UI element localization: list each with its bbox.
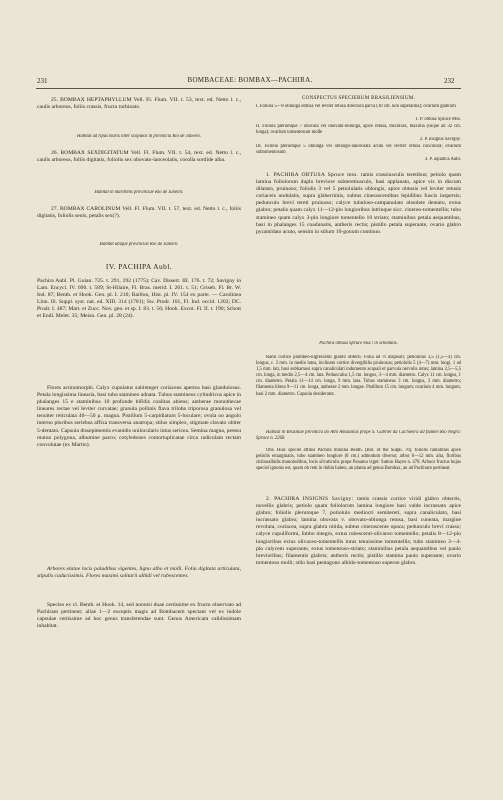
entry-25-habitat: Habitat ad ripas maris inter scopulos in provincia Rio de Janeiro. [77, 134, 201, 139]
key-item-text: I. Foliola 5—8 oblonga obtusa vel leviter retusa directora parva (10 cm. non superantia); ovarium glabrum [256, 104, 456, 109]
species-1-habitat: Habitat in Brasiliae provincia do Alto Amazonas prope S. Gabriel da Cachoeira ad flumen Rio Negro: Spruce n. 2260. [256, 430, 461, 442]
key-item-result: 3. P. aquatica Aubl. [424, 157, 461, 162]
species-key [256, 104, 461, 164]
species-2-description [256, 496, 461, 658]
key-item-text: II. Foliola plerumque 7 obovata vel obovato-oblonga, apice retusa, discolora, maxima (usque ad 32 cm. longa); ovarium tomentosum molle [256, 124, 461, 136]
page-number-right: 232 [444, 77, 455, 85]
conspectus-title: CONSPECTUS SPECIERUM BRASILIENSIUM. [301, 95, 416, 101]
species-2-diagnosis: ramis crassis cortice viridi glabro obtectis, novellis glabris; petiolo quam foliolorum lamina longiore basi valde incrassato apice glabro; foliolis plerumque 7, potiolulo mediocri semitereti, supra canaliculato, basi incrassato glabro; lamina obovata v. obovato-oblonga retusa, basi cuneata, margine revoluta, coriacea, supra glabra nitida, subtus cinerascente opaca; pedunculo brevi crasso; calyce cupuliformi, limbo integro, extus rubescenti-olivaceo tomentello; petalis 8—12-plo longioribus extus olivaceo-tomentellis intus tenuissime tomentellis; tubo stamineo 3—4-plo calycem superante, extus tomentoso-striato; staminibus petala aequantibus vel paulo brevioribus; filamentis glabris; antheris rectis; pistillo stamina paulo superante; ovario tomentoso molli; stilo basi pentagono albido-tomentoso superne glabro. [256, 496, 461, 566]
entry-25-title: 25. BOMBAX HEPTAPHYLLUM Vell. Fl. Flum. VII. t. 53, text. ed. Netto l. c., caulis arboreus, foliis crassis, fructu turbinato. [37, 97, 241, 111]
entry-27-title: 27. BOMBAX CAROLINUM Vell. Fl. Flum. VII. t. 57, text. ed. Netto l. c., foliis digitatis, foliolis senis, petalis sex(?). [37, 206, 241, 220]
key-item-result: 2. P. insignis Savigny. [419, 137, 461, 142]
species-1-diagnosis: ramis crassiusculis teretibus; petiolo quam lamina foliolorum duplo breviore subteretiusculo, basi applanato, apice vix in discum dilatato, pruinoso; foliolis 3 vel 5 petiolulatis oblongis, apice obtusis vel leviter retusis coriaceis undulatis, supra glaberrimis, subtus cinerascentibus lepidibus fuscis inspersis; pedunculo brevi tereti pruinoso; calyce tubuloso-campanulato obsolete dentato, extus glabro; petalis quam calyx 11—12-plo longioribus intrinque sicc. cinereo-tomentellis; tubo stamineo quam calyx 3-plo longiore tomentello 10 striato; staminibus petala aequantibus, basi in phalanges 15 coadunatis, antheris rectis; pistillo petala superante, ovario glabro pyramidato acuto, sensim in stilum 10-gonum continuo. [256, 172, 461, 235]
species-1-details: Rami cortice plumbeo-nigrescenti glabro obtecti. Folia ad ⅔ dispositi; petiolulus 3,5 (1,5—4) cm. longus, c. 2 mm. in medio latus, inclinato cortice divergibilis pruinosus; petiolulis 5 (4—7) mm. longi, 1 ad 1,5 mm. lati, basi subhamosi supra canaliculati indumento acquali et parvula nervulis intus; lamina 2,5—5,5 cm. longa, in medio 2,5—4 cm. lata. Pedunculus 1,5 cm. longus, 3—4 mm. diametro. Calyx 11 cm. longus, 1 cm. diametro. Petala 11—14 cm. longa, 9 mm. lata. Tubus stamineus 3 cm. longus, 3 mm. diametro; filamenta libera 9—11 cm. longa, antherae 2 mm. longae. Pistillum 15 cm. longum; ovarium 4 mm. longum, basi 2 mm. diametro. Capsula desideratur. [256, 355, 461, 397]
species-2-title: 2. PACHIRA INSIGNIS Savigny: [266, 496, 354, 502]
key-item [256, 124, 461, 144]
entry-26-habitat: Habitat in maritimis provinciae Rio de Janeiro. [94, 190, 184, 195]
key-item-text: III. Foliola plerumque 5 oblonga vel oblongo-lanceolata acuta vel leviter retusa concolora; ovarium subtomentosum [256, 144, 461, 156]
genus-title: IV. PACHIPA Aubl. [105, 262, 173, 271]
species-1-title: 1. PACHIRA OBTUSA Spruce mss. [266, 172, 359, 178]
running-title: BOMBACEAE: BOMBAX—PACHIRA. [187, 76, 313, 84]
genus-habit: Arbores elatae locis paludibus vigentes, ligno albo et molli. Folia digitata articulata, stipulis caducissimis. Flores maximi solitarii albidi vel rubescentes. [37, 566, 241, 580]
key-item [256, 144, 461, 164]
species-1-description [256, 172, 461, 335]
header-rule [36, 88, 461, 89]
genus-synonymy: Pachira Aubl. Pl. Guian. 725. t. 291, 292 (1775); Cav. Dissert. III. 176. t. 72; Savigny in Lam. Encycl. IV. 690. t. 589; St-Hilaire, Fl. Bras. merid. I. 261. t. 51; Griseb. Fl. Br. W. Ind. 87; Benth. et Hook. Gen. pl. I. 210; Baillon, Hist. pl. IV. 154 ex parte. — Carolinea Linn. fil. Suppl. syst. nat. ed. XIII. 314 (1781); Sw. Prodr. 101, Fl. Ind. occid. 1202; DC. Prodr. I. 487; Mart. et Zucc. Nov. gen. et sp. I. 83. t. 56; Hook. Excot. Fl. II. t. 190; Schott et Endl. Melet. 35; Meisn. Gen. pl. 28 (24). [37, 278, 241, 320]
entry-27-habitat: Habitat ubique provinciae Rio de Janeiro. [99, 242, 179, 247]
page-number-left: 231 [37, 77, 48, 85]
genus-note: Species ex cl. Benth. et Hook. 14, sed nonnisi duae certissime ex fructu observato ad Pachiram pertinent; aliae 1—2 exceptis magis ad Bombacem spectant vel ex indole capsulae certissime ad hoc genus transferendae sunt. Genus Americam calidissimam inhabitat. [37, 602, 241, 630]
species-1-observation: Obs. Huic speciei affinis Pachira minolia Benth. (Bot. of the Sulph. 76), foliolis ramolibus apice petiolis emarginatis, tubo stamineo longiore (8 cm.) admodum diverso; arbor 6—12 mm. alta, floribus citrinoalbidis monobolibus, locis silvaticolis prope Panama viget: Sutton Hayes n. 478. Arbuor fructus hujus speciei ignotus est, quam ob rem in dubio habeo, an planta ad genus Bombax, an ad Pachiram pertineat. [256, 448, 461, 472]
genus-description: Flores actinomorphi. Calyx cupulatus subinteger coriaceus apertus basi glandulosus. Petala longissima linearia, basi tubo stamineo adnata. Tubus stamineus cylindricus apice in phalanges 15 e staminibus 10 profunde bifidis coalitas abiens; antherae monothecae lineares rectae vel leviter curvatae; granula pollinis flava triloba triporosa granulosa vel tenuiter reticulata 40—50 μ. magna. Pistillum 5-carpidiatum 5-loculare; ovula oo angulo interno pluribus seriebus affixa transversa anatropa; stilus simplex, stigmate clavato obiter 5-dentato. Capsula dissepimentis evanidis unilocularis intus sericea. Semina magna, pressu mutuo polygona, albumine parco; cotyledones contortuplicatae circa radiculam rectam convolutae (ex Martio). [37, 385, 241, 448]
key-item [256, 104, 461, 124]
entry-26-title: 26. BOMBAX SEXDIGITATUM Vell. Fl. Flum. VII. t. 54, text. ed. Netto l. c., caulis arboreus, foliis digitatis, foliolis sex obovato-lanceolatis, corolla sordide alba. [37, 150, 241, 164]
species-1-synonym: Pachira obtusa Spruce mss.! in schedulis. [319, 341, 398, 346]
key-item-result: 1. P. obtusa Spruce Mss. [415, 117, 461, 122]
